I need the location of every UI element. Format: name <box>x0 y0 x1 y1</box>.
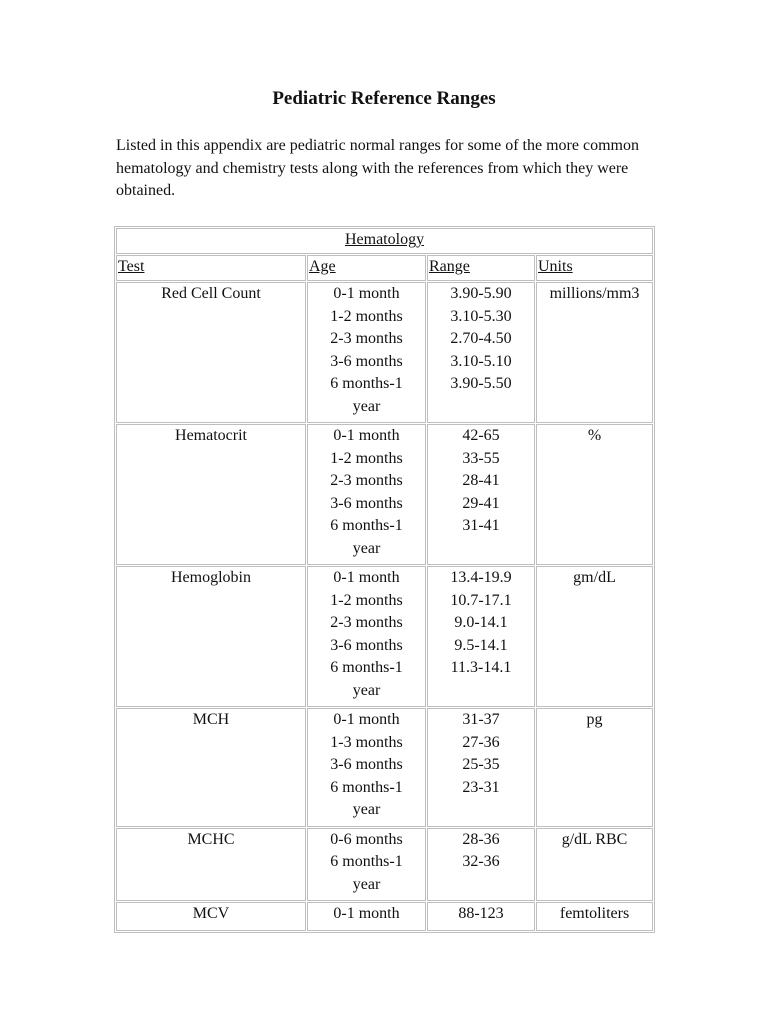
range-line: 33-55 <box>462 449 500 467</box>
test-name-cell: Red Cell Count <box>116 282 306 423</box>
units-cell: femtoliters <box>536 902 653 931</box>
header-units: Units <box>538 258 573 275</box>
age-cell <box>307 708 426 827</box>
age-line: 3-6 months <box>330 636 403 654</box>
age-line: 0-6 months <box>330 830 403 848</box>
age-cell <box>307 828 426 902</box>
age-line: 6 months-1 <box>330 517 403 534</box>
range-line: 27-36 <box>462 733 500 751</box>
age-cell <box>307 902 426 931</box>
range-line: 13.4-19.9 <box>450 569 512 586</box>
age-line: 6 months-1 <box>330 659 403 676</box>
age-line: year <box>352 801 381 818</box>
age-line: 6 months-1 <box>330 375 403 392</box>
age-line: 0-1 month <box>333 285 400 302</box>
age-line: 6 months-1 <box>330 853 403 870</box>
table-row <box>116 828 653 902</box>
age-line: 1-2 months <box>330 307 403 325</box>
age-line: 3-6 months <box>330 494 403 512</box>
age-line: year <box>352 681 381 699</box>
range-cell <box>427 282 535 423</box>
range-line: 11.3-14.1 <box>450 659 512 676</box>
range-cell <box>427 424 535 565</box>
range-cell <box>427 828 535 902</box>
age-line: 2-3 months <box>330 472 403 489</box>
age-line: 0-1 month <box>333 711 400 728</box>
range-line: 23-31 <box>462 778 500 796</box>
range-line: 3.10-5.30 <box>450 307 512 325</box>
range-line: 29-41 <box>462 494 500 512</box>
units-cell: millions/mm3 <box>536 282 653 423</box>
range-line: 42-65 <box>462 427 500 444</box>
section-title: Hematology <box>344 231 425 248</box>
hematology-table <box>114 226 655 933</box>
test-name-cell: MCH <box>116 708 306 827</box>
age-line: 3-6 months <box>330 756 403 773</box>
age-line: 2-3 months <box>330 614 403 631</box>
units-cell: pg <box>536 708 653 827</box>
range-line: 10.7-17.1 <box>450 591 512 609</box>
header-test: Test <box>118 258 145 275</box>
age-cell <box>307 282 426 423</box>
range-cell <box>427 708 535 827</box>
age-cell <box>307 424 426 565</box>
range-line: 28-41 <box>462 472 500 489</box>
units-cell: gm/dL <box>536 566 653 707</box>
range-cell <box>427 566 535 707</box>
range-line: 32-36 <box>462 853 500 870</box>
range-cell <box>427 902 535 931</box>
range-line: 9.0-14.1 <box>454 614 508 631</box>
test-name-cell: Hematocrit <box>116 424 306 565</box>
age-line: 2-3 months <box>330 330 403 347</box>
table-row <box>116 424 653 565</box>
page-title: Pediatric Reference Ranges <box>272 88 496 109</box>
range-line: 88-123 <box>458 905 504 922</box>
test-name-cell: Hemoglobin <box>116 566 306 707</box>
range-line: 2.70-4.50 <box>450 330 512 347</box>
age-line: 1-3 months <box>330 733 403 751</box>
age-line: year <box>352 875 381 893</box>
test-name-cell: MCV <box>116 902 306 931</box>
age-cell <box>307 566 426 707</box>
range-line: 31-41 <box>462 517 500 534</box>
range-line: 3.10-5.10 <box>450 352 512 370</box>
header-age: Age <box>309 258 336 275</box>
age-line: 0-1 month <box>333 905 400 922</box>
header-range: Range <box>429 258 470 275</box>
units-cell: g/dL RBC <box>536 828 653 902</box>
age-line: 0-1 month <box>333 569 400 586</box>
age-line: year <box>352 539 381 557</box>
range-line: 9.5-14.1 <box>454 636 508 654</box>
table-row <box>116 282 653 423</box>
age-line: 1-2 months <box>330 591 403 609</box>
intro-paragraph: Listed in this appendix are pediatric normal ranges for some of the more common hematology and chemistry tests along with the references from which they were obtained. <box>116 137 639 199</box>
range-line: 3.90-5.90 <box>450 285 512 302</box>
table-row <box>116 902 653 931</box>
test-name-cell: MCHC <box>116 828 306 902</box>
range-line: 31-37 <box>462 711 500 728</box>
age-line: 3-6 months <box>330 352 403 370</box>
range-line: 28-36 <box>462 830 500 848</box>
range-line: 25-35 <box>462 756 500 773</box>
units-cell: % <box>536 424 653 565</box>
age-line: 1-2 months <box>330 449 403 467</box>
age-line: 6 months-1 <box>330 778 403 796</box>
column-header-row <box>116 255 653 281</box>
table-row <box>116 708 653 827</box>
table-row <box>116 566 653 707</box>
age-line: year <box>352 397 381 415</box>
range-line: 3.90-5.50 <box>450 375 512 392</box>
section-header-row <box>116 228 653 254</box>
age-line: 0-1 month <box>333 427 400 444</box>
